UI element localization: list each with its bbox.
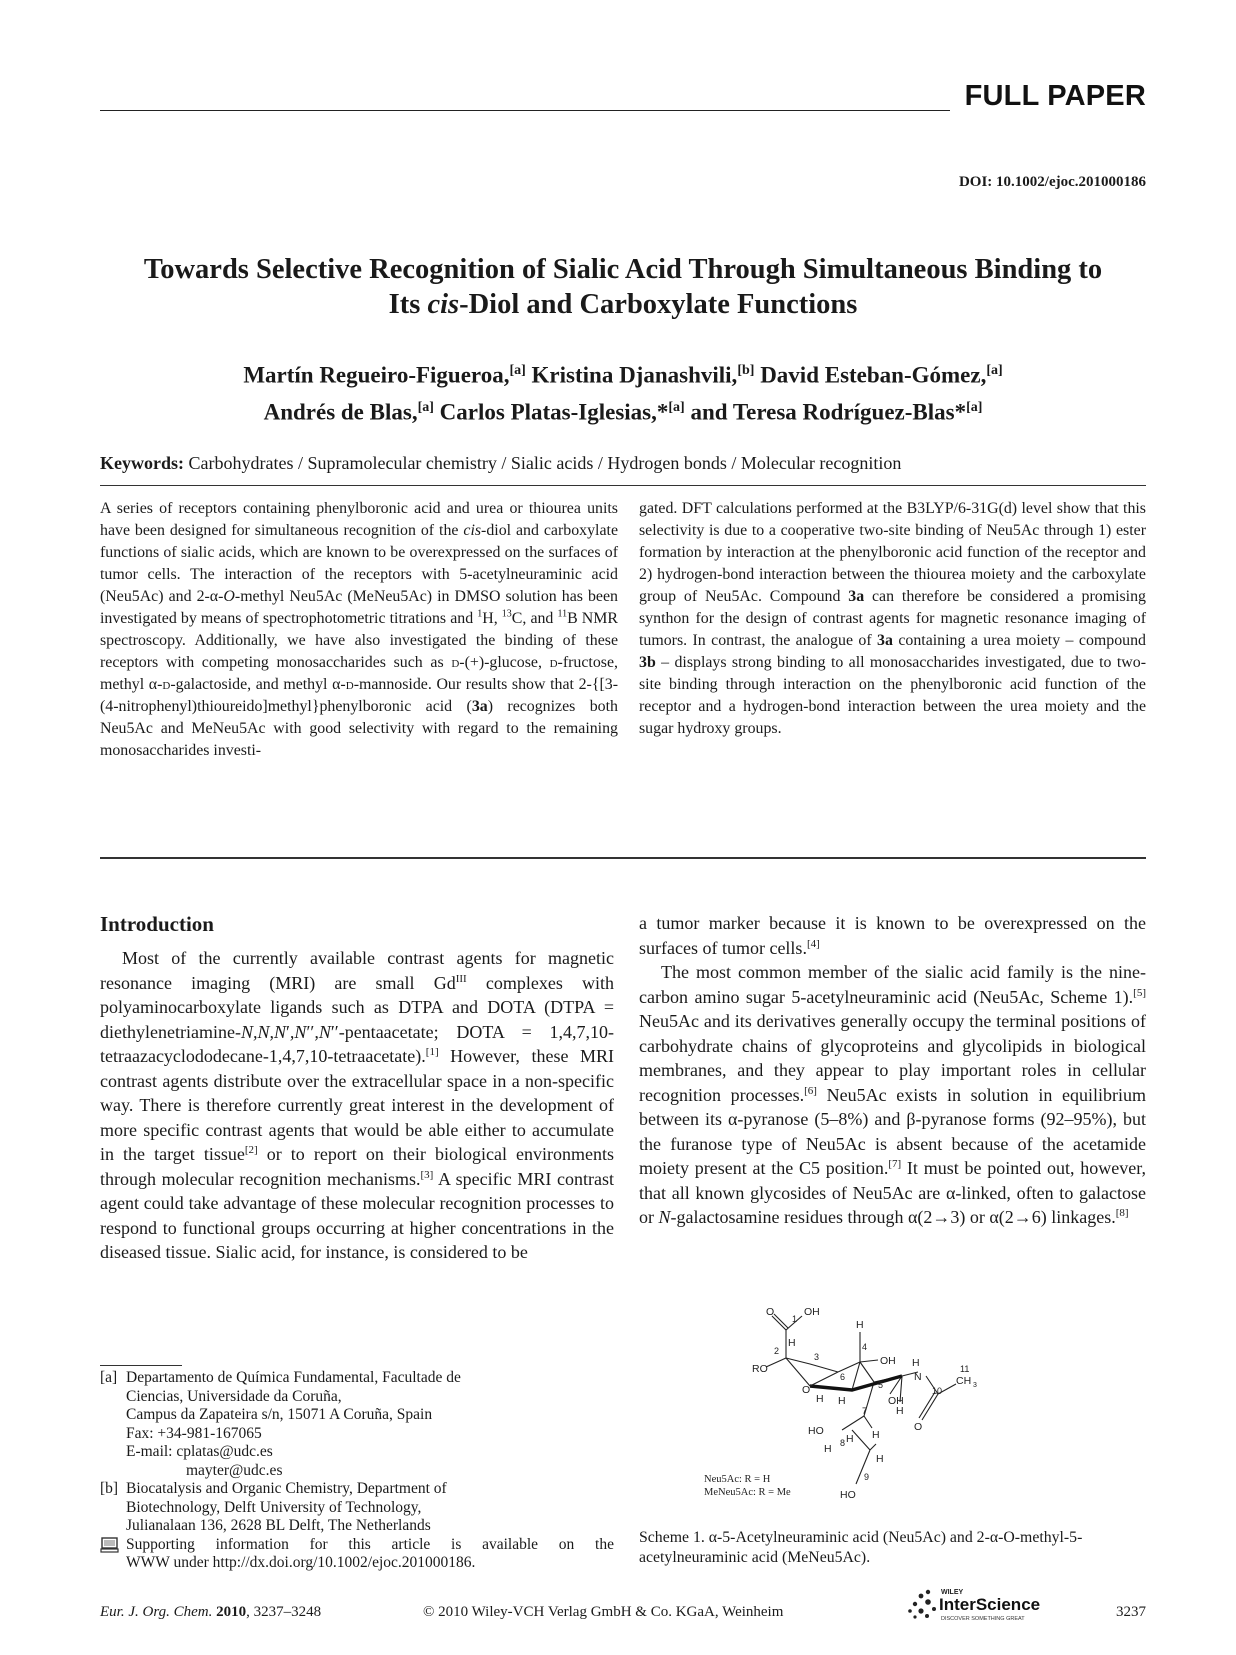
- svg-text:DISCOVER SOMETHING GREAT: DISCOVER SOMETHING GREAT: [941, 1616, 1025, 1622]
- author-name: Andrés de Blas,: [263, 399, 418, 425]
- svg-text:3: 3: [973, 1382, 977, 1389]
- svg-text:InterScience: InterScience: [939, 1595, 1041, 1614]
- scheme-caption: Scheme 1. α-5-Acetylneuraminic acid (Neu5Ac) and 2-α-O-methyl-5-acetylneuraminic acid (MeNeu5Ac).: [639, 1529, 1083, 1566]
- svg-text:4: 4: [862, 1342, 868, 1352]
- svg-text:H: H: [838, 1395, 846, 1407]
- svg-text:HO: HO: [808, 1425, 824, 1437]
- svg-text:6: 6: [840, 1372, 846, 1382]
- footnote-a: [a] Departamento de Química Fundamental, Facultade de Ciencias, Universidade da Coruña, Campus da Zapateira s/n, 15071 A Coruña, Spain Fax: +34-981-167065 E-mail: cplatas@udc.es mayter@udc.es: [100, 1369, 461, 1479]
- footer-copyright: © 2010 Wiley-VCH Verlag GmbH & Co. KGaA, Weinheim: [423, 1604, 784, 1620]
- svg-text:WILEY: WILEY: [941, 1589, 964, 1596]
- footer-citation: Eur. J. Org. Chem. 2010, 3237–3248: [100, 1604, 322, 1620]
- page-number: 3237: [1116, 1604, 1146, 1620]
- footnotes: [100, 1369, 614, 1573]
- computer-monitor-icon: [100, 1537, 120, 1553]
- paper-title: [100, 252, 1146, 322]
- svg-text:O: O: [914, 1421, 923, 1433]
- svg-text:9: 9: [864, 1472, 870, 1482]
- svg-text:7: 7: [862, 1406, 868, 1416]
- interscience-logo: [901, 1584, 1071, 1624]
- section-label: FULL PAPER: [964, 80, 1146, 112]
- svg-text:3: 3: [814, 1352, 820, 1362]
- svg-text:11: 11: [960, 1364, 970, 1374]
- svg-text:N: N: [914, 1371, 922, 1383]
- svg-text:H: H: [912, 1357, 920, 1369]
- svg-text:O: O: [766, 1306, 775, 1318]
- abstract-left-column: A series of receptors containing phenylboronic acid and urea or thiourea units have been designed for simultaneous recognition of the cis-diol and carboxylate functions of sialic acids, which are known to be overexpressed on the surfaces of tumor cells. The interaction of the receptors with 5-acetylneuraminic acid (Neu5Ac) and 2-α-O-methyl Neu5Ac (MeNeu5Ac) in DMSO solution has been investigated by means of spectrophotometric titrations and $^1$H, $^{13}$C, and $^{11}$B NMR spectroscopy. Additionally, we have also investigated the binding of these receptors with competing monosaccharides such as d-(+)-glucose, d-fructose, methyl α-d-galactoside, and methyl α-d-mannoside. Our results show that 2-{[3-(4-nitrophenyl)thioureido]methyl}phenylboronic acid (3a) recognizes both Neu5Ac and MeNeu5Ac with good selectivity with regard to the remaining monosaccharides investi-: [100, 500, 619, 759]
- svg-text:H: H: [816, 1393, 824, 1405]
- svg-text:H: H: [856, 1319, 864, 1331]
- svg-text:H: H: [896, 1405, 904, 1417]
- svg-text:OH: OH: [880, 1355, 896, 1367]
- doi: DOI: 10.1002/ejoc.201000186: [958, 174, 1146, 190]
- svg-text:MeNeu5Ac: R = Me: MeNeu5Ac: R = Me: [704, 1487, 791, 1498]
- header-rule: [100, 110, 950, 111]
- keywords: Keywords: Carbohydrates / Supramolecular chemistry / Sialic acids / Hydrogen bonds / Molecular recognition: [100, 453, 902, 473]
- author-name: Teresa Rodríguez-Blas*: [732, 399, 967, 425]
- svg-text:RO: RO: [752, 1363, 768, 1375]
- svg-text:HO: HO: [840, 1489, 856, 1501]
- title-line-1: Towards Selective Recognition of Sialic Acid Through Simultaneous Binding to: [143, 254, 1103, 285]
- footnote-b: [b] Biocatalysis and Organic Chemistry, Department of Biotechnology, Delft University of Technology, Julianalaan 136, 2628 BL Delft, The Netherlands: [100, 1480, 447, 1534]
- svg-text:H: H: [872, 1429, 880, 1441]
- svg-text:OH: OH: [804, 1306, 820, 1318]
- svg-text:8: 8: [840, 1438, 846, 1448]
- abstract-rule: [100, 857, 1146, 859]
- svg-text:H: H: [846, 1433, 854, 1445]
- svg-text:Neu5Ac: R = H: Neu5Ac: R = H: [704, 1474, 771, 1485]
- author-name: David Esteban-Gómez,: [760, 362, 987, 388]
- svg-text:O: O: [802, 1384, 811, 1396]
- svg-text:2: 2: [774, 1346, 780, 1356]
- author-name: Kristina Djanashvili,: [531, 362, 738, 388]
- svg-text:H: H: [788, 1337, 796, 1349]
- footnote-rule: [100, 1365, 182, 1366]
- svg-text:10: 10: [932, 1386, 943, 1396]
- body-right-column: a tumor marker because it is known to be overexpressed on the surfaces of tumor cells.[4] The most common member of the sialic acid family is the nine-carbon amino sugar 5-acetylneuraminic acid (Neu5Ac, Scheme 1).[5] Neu5Ac and its derivatives generally occupy the terminal positions of carbohydrate chains of glycoproteins and glycolipids in biological membranes, and they appear to play important roles in cellular recognition processes.[6] Neu5Ac exists in solution in equilibrium between its α-pyranose (5–8%) and β-pyranose forms (92–95%), but the furanose type of Neu5Ac is absent because of the acetamide moiety present at the C5 position.[7] It must be pointed out, however, that all known glycosides of Neu5Ac are α-linked, often to galactose or N-galactosamine residues through α(2→3) or α(2→6) linkages.[8]: [639, 913, 1147, 1227]
- author-list: Martín Regueiro-Figueroa,[a] Kristina Djanashvili,[b] David Esteban-Gómez,[a] Andrés de Blas,[a] Carlos Platas-Iglesias,*[a] and Teresa Rodríguez-Blas*[a]: [243, 362, 1003, 425]
- scheme-1-structure: [704, 1302, 1082, 1510]
- body-left-column: Most of the currently available contrast agents for magnetic resonance imaging (MRI) are small $Gd^{III}$ complexes with polyaminocarboxylate ligands such as DTPA and DOTA (DTPA = diethylenetriamine-N,N,N′,N′′,N′′-pentaacetate; DOTA = 1,4,7,10-tetraazacyclododecane-1,4,7,10-tetraacetate).[1] However, these MRI contrast agents distribute over the extracellular space in a non-specific way. There is therefore currently great interest in the development of more specific contrast agents that would be able either to accumulate in the target tissue[2] or to report on their biological environments through molecular recognition mechanisms.[3] A specific MRI contrast agent could take advantage of these molecular recognition processes to respond to functional groups occurring at higher concentrations in the diseased tissue. Sialic acid, for instance, is considered to be: [100, 948, 614, 1262]
- svg-text:5: 5: [878, 1380, 884, 1390]
- svg-text:1: 1: [792, 1314, 798, 1324]
- keywords-rule: [100, 485, 1146, 486]
- title-line-2: Its cis-Diol and Carboxylate Functions: [388, 289, 858, 320]
- author-name: Martín Regueiro-Figueroa,: [243, 362, 510, 388]
- svg-text:H: H: [824, 1443, 832, 1455]
- footnote-supporting-info: Supporting information for this article is available on the WWW under http://dx.doi.org/10.1002/ejoc.201000186.: [100, 1536, 614, 1573]
- svg-text:H: H: [876, 1453, 884, 1465]
- abstract-right-column: gated. DFT calculations performed at the B3LYP/6-31G(d) level show that this selectivity is due to a cooperative two-site binding of Neu5Ac through 1) ester formation by interaction at the phenylboronic acid function of the receptor and 2) hydrogen-bond interaction between the thiourea moiety and the carboxylate group of Neu5Ac. Compound 3a can therefore be considered a promising synthon for the design of contrast agents for magnetic resonance imaging of tumors. In contrast, the analogue of 3a containing a urea moiety – compound 3b – displays strong binding to all monosaccharides investigated, due to two-site binding through interaction on the phenylboronic acid function of the receptor and a hydrogen-bond interaction between the urea moiety and the sugar hydroxy groups.: [639, 500, 1146, 737]
- svg-text:OH: OH: [888, 1395, 904, 1407]
- introduction-heading: Introduction: [100, 912, 214, 936]
- author-name: Carlos Platas-Iglesias,*: [439, 399, 669, 425]
- svg-text:CH: CH: [956, 1375, 972, 1387]
